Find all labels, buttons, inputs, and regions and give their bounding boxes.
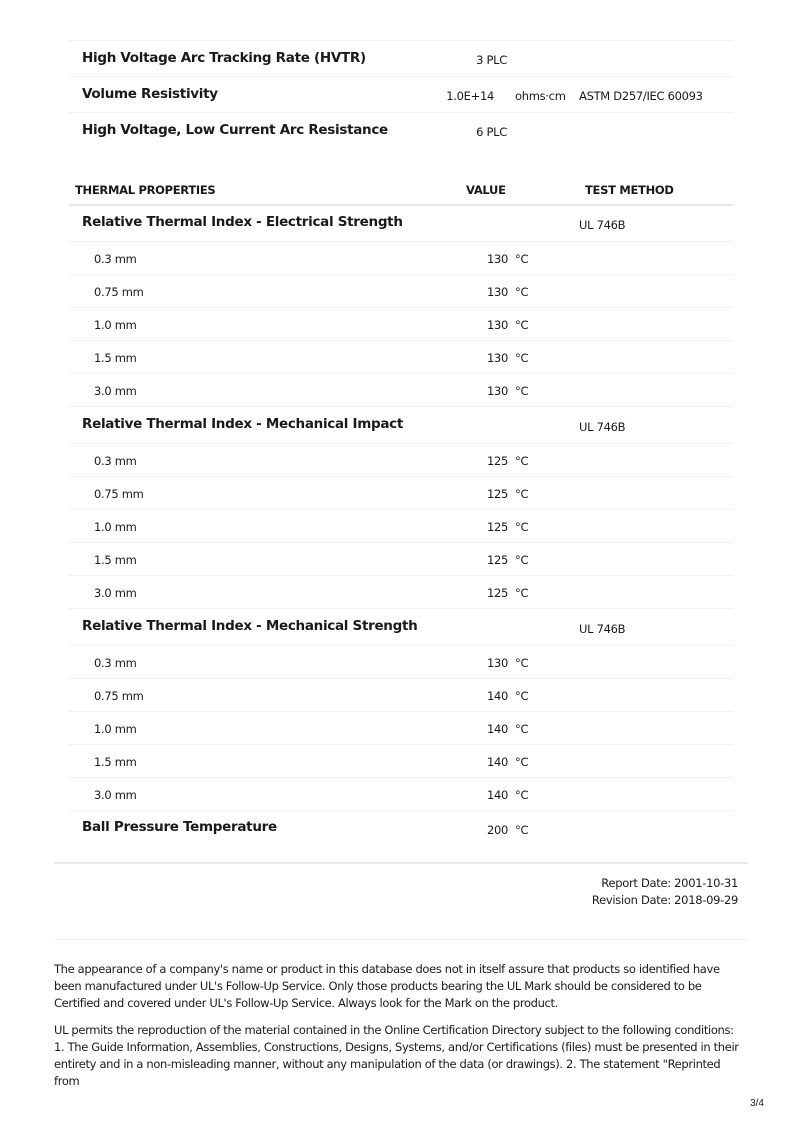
property-name: High Voltage, Low Current Arc Resistance [82,122,388,138]
rti-value: 125 [486,586,508,600]
column-header-value: VALUE [466,183,506,197]
table-row [69,341,733,374]
rti-unit: °C [515,553,529,567]
section-divider [54,939,748,940]
rti-value: 130 [486,351,508,365]
revision-date: Revision Date: 2018-09-29 [591,893,738,907]
rti-value: 125 [486,454,508,468]
thickness: 1.0 mm [94,318,137,332]
rti-unit: °C [515,722,529,736]
reproduction-terms-paragraph: UL permits the reproduction of the material contained in the Online Certification Directory subject to the following conditions: 1. The Guide Information, Assemblies, Constructions, Designs, Systems, and/or Certifications (files) must be presented in their entirety and in a non-misleading manner, without any manipulation of the data (or drawings). 2. The statement "Reprinted from [54,1023,739,1088]
rti-value: 125 [486,553,508,567]
rti-value: 140 [486,755,508,769]
test-method: UL 746B [579,420,626,434]
report-dates [592,875,738,909]
group-name: Relative Thermal Index - Mechanical Impact [82,416,404,432]
rti-value: 125 [486,487,508,501]
table-row [69,477,733,510]
table-row [69,444,733,477]
page-number: 3/4 [750,1098,764,1109]
rti-value: 130 [486,318,508,332]
table-row [69,510,733,543]
rti-unit: °C [515,454,529,468]
table-row [69,40,733,77]
thickness: 1.5 mm [94,351,137,365]
group-row-mechanical-strength [69,609,733,646]
column-header-property: THERMAL PROPERTIES [75,183,216,197]
thickness: 0.3 mm [94,656,137,670]
thickness: 0.3 mm [94,454,137,468]
property-value: 200 [486,823,508,837]
property-value: 1.0E+14 [446,89,494,103]
table-row [69,745,733,778]
rti-value: 125 [486,520,508,534]
rti-unit: °C [515,351,529,365]
rti-unit: °C [515,755,529,769]
table-row [69,576,733,609]
property-name: High Voltage Arc Tracking Rate (HVTR) [82,50,366,66]
table-row [69,113,733,149]
table-row [69,778,733,811]
rti-value: 130 [486,384,508,398]
rti-unit: °C [515,586,529,600]
rti-value: 130 [486,285,508,299]
section-divider [54,862,748,864]
thickness: 3.0 mm [94,384,137,398]
report-date: Report Date: 2001-10-31 [601,876,738,890]
rti-unit: °C [515,252,529,266]
rti-value: 130 [486,252,508,266]
rti-unit: °C [515,656,529,670]
thickness: 1.5 mm [94,553,137,567]
thermal-properties-header [69,174,733,206]
test-method: UL 746B [579,218,626,232]
thickness: 3.0 mm [94,586,137,600]
thermal-properties-table [69,206,733,847]
table-row [69,543,733,576]
group-name: Relative Thermal Index - Mechanical Strength [82,618,418,634]
rti-unit: °C [515,788,529,802]
table-row [69,646,733,679]
column-header-test-method: TEST METHOD [585,183,674,197]
property-value: 3 PLC [476,53,507,67]
table-row [69,77,733,113]
table-row [69,374,733,407]
rti-value: 140 [486,788,508,802]
disclaimer-paragraph: The appearance of a company's name or product in this database does not in itself assure that products so identified have been manufactured under UL's Follow-Up Service. Only those products bearing the UL Mark should be considered to be Certified and covered under UL's Follow-Up Service. Always look for the Mark on the product. [54,962,720,1010]
table-row [69,712,733,745]
test-method: ASTM D257/IEC 60093 [579,89,703,103]
rti-value: 140 [486,689,508,703]
rti-value: 130 [486,656,508,670]
table-row [69,242,733,275]
thickness: 0.3 mm [94,252,137,266]
electrical-properties-table [69,40,733,149]
rti-unit: °C [515,487,529,501]
thickness: 1.0 mm [94,722,137,736]
table-row [69,308,733,341]
table-row [69,275,733,308]
property-name: Ball Pressure Temperature [82,819,277,835]
property-name: Volume Resistivity [82,86,218,102]
rti-unit: °C [515,689,529,703]
table-row [69,679,733,712]
rti-value: 140 [486,722,508,736]
group-row-electrical-strength [69,206,733,242]
thickness: 1.5 mm [94,755,137,769]
property-unit: ohms·cm [515,89,566,103]
group-row-mechanical-impact [69,407,733,444]
thickness: 3.0 mm [94,788,137,802]
thickness: 1.0 mm [94,520,137,534]
thickness: 0.75 mm [94,285,144,299]
rti-unit: °C [515,520,529,534]
test-method: UL 746B [579,622,626,636]
rti-unit: °C [515,318,529,332]
ball-pressure-row [69,811,733,847]
rti-unit: °C [515,384,529,398]
thickness: 0.75 mm [94,487,144,501]
property-value: 6 PLC [476,125,507,139]
rti-unit: °C [515,285,529,299]
group-name: Relative Thermal Index - Electrical Strength [82,214,403,230]
thickness: 0.75 mm [94,689,144,703]
property-unit: °C [515,823,529,837]
